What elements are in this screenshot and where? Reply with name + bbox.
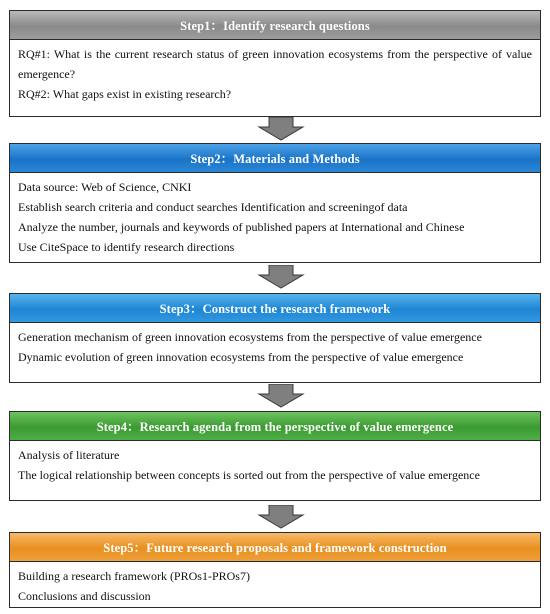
step4-line-1: Analysis of literature <box>18 448 120 462</box>
step4-body <box>10 441 540 485</box>
step2-line-3: Analyze the number, journals and keywords of published papers at International and Chinese <box>18 220 465 234</box>
down-arrow-icon <box>257 384 305 408</box>
step4-title: Step4：Research agenda from the perspective of value emergence <box>10 412 540 441</box>
down-arrow-icon <box>257 117 305 141</box>
step2-line-4: Use CiteSpace to identify research directions <box>18 240 235 254</box>
step1-box <box>9 10 541 117</box>
step2-line-2: Establish search criteria and conduct searches Identification and screeningof data <box>18 200 408 214</box>
step1-line-1: RQ#1: What is the current research status of green innovation ecosystems from the perspective of value emergence? <box>18 47 532 81</box>
step1-line-2: RQ#2: What gaps exist in existing research? <box>18 87 232 101</box>
down-arrow-icon <box>257 505 305 529</box>
step5-box <box>9 532 541 608</box>
step4-line-2: The logical relationship between concepts is sorted out from the perspective of value emergence <box>18 468 480 482</box>
step3-line-2: Dynamic evolution of green innovation ecosystems from the perspective of value emergence <box>18 350 464 364</box>
step2-title: Step2：Materials and Methods <box>10 144 540 173</box>
step2-body <box>10 173 540 257</box>
step3-title: Step3：Construct the research framework <box>10 294 540 323</box>
step2-box <box>9 143 541 263</box>
step1-title: Step1：Identify research questions <box>10 11 540 40</box>
step2-line-1: Data source: Web of Science, CNKI <box>18 180 192 194</box>
step5-line-2: Conclusions and discussion <box>18 589 151 603</box>
step5-title: Step5：Future research proposals and framework construction <box>10 533 540 562</box>
step5-line-1: Building a research framework (PROs1-PROs7) <box>18 569 250 583</box>
step5-body <box>10 562 540 606</box>
step3-box <box>9 293 541 383</box>
step1-body <box>10 40 540 104</box>
step3-body <box>10 323 540 367</box>
down-arrow-icon <box>257 265 305 289</box>
step3-line-1: Generation mechanism of green innovation ecosystems from the perspective of value emergence <box>18 330 482 344</box>
step4-box <box>9 411 541 501</box>
